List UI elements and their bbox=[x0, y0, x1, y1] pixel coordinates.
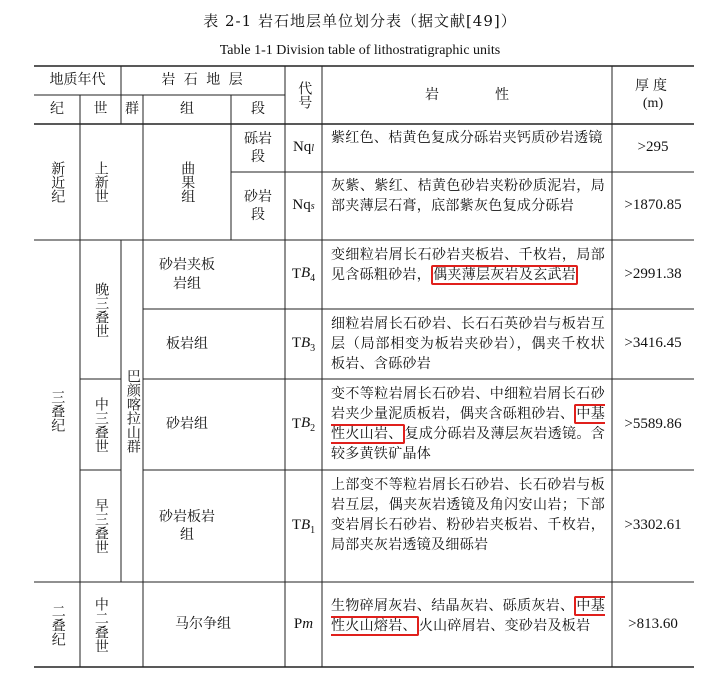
formation-sandstone-slate: 砂岩夹板岩组 bbox=[159, 257, 215, 292]
thickness-row-4: >5589.86 bbox=[624, 415, 682, 432]
header-formation: 组 bbox=[180, 101, 194, 118]
thickness-row-2: >2991.38 bbox=[624, 265, 682, 282]
header-thickness-label: 厚度 bbox=[635, 77, 671, 94]
member-sandstone: 砂岩段 bbox=[244, 188, 272, 223]
epoch-upper-neogene: 上新世 bbox=[92, 161, 109, 203]
lithology-row-3: 细粒岩屑长石砂岩、长石石英砂岩与板岩互层（局部相变为板岩夹砂岩），偶夹千枚状板岩、含砾砂岩 bbox=[331, 316, 605, 372]
formation-sandstone: 砂岩组 bbox=[166, 416, 208, 433]
header-epoch: 世 bbox=[93, 101, 108, 118]
lithology-row-6: 生物碎屑灰岩、结晶灰岩、砾质灰岩、 中基性火山熔岩、 火山碎屑岩、变砂岩及板岩 bbox=[331, 598, 605, 634]
period-neogene: 新近纪 bbox=[49, 161, 66, 203]
formation-slate: 板岩组 bbox=[166, 335, 208, 352]
lithology-row-4: 变不等粒岩屑长石砂岩、中细粒岩屑长石砂岩夹少量泥质板岩，偶夹含砾粗砂岩、 中基性火山岩、 复成分砾岩及薄层灰岩透镜。含较多黄铁矿晶体 bbox=[331, 386, 606, 462]
highlight-volcanic-lava: 中基性火山熔岩、 bbox=[331, 598, 605, 634]
thickness-row-6: >813.60 bbox=[628, 615, 678, 632]
header-period: 纪 bbox=[50, 101, 64, 118]
table-title-zh: 表 2-1 岩石地层单位划分表（据文献[49]） bbox=[203, 12, 517, 30]
thickness-row-0: >295 bbox=[637, 139, 669, 156]
header-lithology: 岩 性 bbox=[425, 86, 509, 103]
code-row-1: Nq s bbox=[292, 197, 315, 214]
code-row-2: T $B_4$ bbox=[291, 265, 316, 284]
period-triassic: 三叠纪 bbox=[49, 390, 66, 432]
header-geological-age: 地质年代 bbox=[49, 72, 106, 89]
group-bayankala: 巴颜喀拉山群 bbox=[124, 369, 141, 453]
formation-maerzheng: 马尔争组 bbox=[175, 616, 231, 633]
lithology-row-0: 紫红色、桔黄色复成分砾岩夹钙质砂岩透镜 bbox=[331, 130, 603, 146]
epoch-late-triassic: 晚三叠世 bbox=[93, 281, 110, 338]
epoch-middle-triassic: 中三叠世 bbox=[92, 396, 109, 453]
table-title-en: Table 1-1 Division table of lithostratigraphic units bbox=[219, 43, 501, 58]
epoch-early-triassic: 早三叠世 bbox=[92, 498, 109, 554]
code-row-3: T $B_3$ bbox=[291, 334, 316, 354]
header-thickness bbox=[612, 66, 694, 124]
formation-quguo: 曲果组 bbox=[179, 161, 196, 203]
header-rock-stratigraphy: 岩 石 地 层 bbox=[161, 72, 245, 89]
header-code: 代号 bbox=[296, 81, 313, 109]
header-member: 段 bbox=[251, 101, 265, 118]
thickness-row-3: >3416.45 bbox=[624, 335, 682, 352]
formation-sandstone-slate-lower: 砂岩板岩组 bbox=[159, 508, 215, 543]
lithology-row-5: 上部变不等粒岩屑长石砂岩、长石砂岩与板岩互层，偶夹灰岩透镜及角闪安山岩；下部变岩屑长石砂岩、粉砂岩夹板岩、千枚岩，局部夹灰岩透镜及细砾岩 bbox=[331, 477, 605, 553]
code-row-5: T $B_1$ bbox=[291, 516, 316, 536]
header-thickness-unit: (m) bbox=[642, 96, 664, 111]
lithology-row-1: 灰紫、紫红、桔黄色砂岩夹粉砂质泥岩，局部夹薄层石膏，底部紫灰色复成分砾岩 bbox=[331, 178, 605, 214]
thickness-row-1: >1870.85 bbox=[624, 197, 682, 214]
epoch-middle-permian: 中二叠世 bbox=[92, 596, 109, 653]
header-group: 群 bbox=[125, 101, 139, 118]
member-conglomerate: 砾岩段 bbox=[244, 130, 272, 165]
code-row-6: P m bbox=[293, 615, 314, 632]
thickness-row-5: >3302.61 bbox=[624, 517, 682, 534]
highlight-basalt: 偶夹薄层灰岩及玄武岩 bbox=[433, 267, 577, 283]
period-permian: 二叠纪 bbox=[49, 603, 66, 646]
lithology-row-2: 变细粒岩屑长石砂岩夹板岩、千枚岩，局部见含砾粗砂岩， 偶夹薄层灰岩及玄武岩 bbox=[331, 247, 605, 283]
code-row-4: T $B_2$ bbox=[291, 415, 316, 434]
highlight-volcanic-rock: 中基性火山岩、 bbox=[331, 406, 605, 442]
code-row-0: Nq l bbox=[292, 139, 315, 156]
